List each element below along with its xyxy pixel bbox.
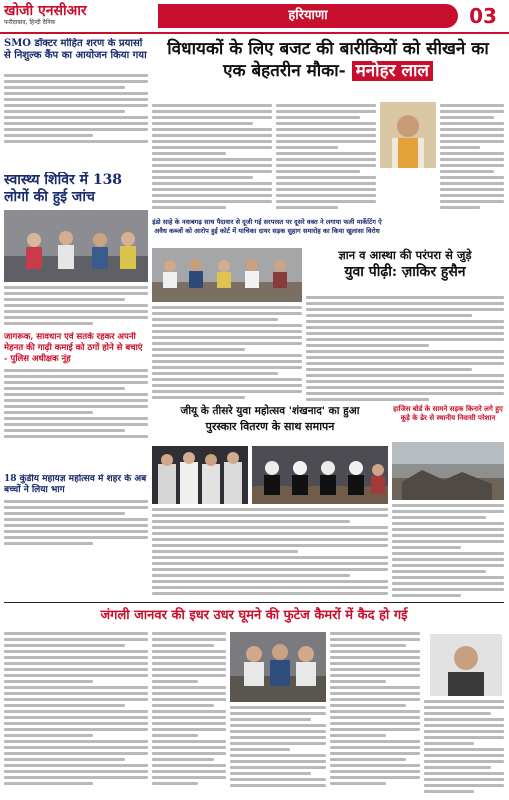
portrait-photo-graphic [430, 634, 502, 696]
section-banner [158, 4, 458, 28]
shankhnaad-headline-line1: जीयू के तीसरे युवा महोत्सव 'शंखनाद' का हुआ [180, 405, 360, 417]
masthead [0, 0, 509, 34]
wild-photo-graphic [230, 632, 326, 702]
story-smo-headline: SMO डॉक्टर मोहित शरण के प्रयासों से निशुल्क कैंप का आयोजन किया गया [4, 38, 147, 61]
masthead-brand [4, 3, 154, 27]
holding-photo [392, 442, 504, 500]
story-smo-body [4, 74, 148, 143]
story-eighteen [4, 474, 148, 570]
holding-photo-graphic [392, 442, 504, 500]
story-wild-col2-body [152, 632, 226, 785]
story-budget-col1 [152, 104, 272, 216]
paper-name: खोजी एनसीआर [4, 3, 87, 19]
budget-headline [152, 38, 504, 98]
story-smo-byline [4, 64, 148, 71]
story-wild-col4-body [330, 632, 420, 785]
shankhnaad-headline-line2: पुरस्कार वितरण के साथ समापन [205, 420, 335, 433]
bottom-divider [4, 602, 504, 603]
story-wild-col5-body [424, 700, 504, 793]
cm-photo [380, 102, 436, 168]
budget-headline-lead: एक बेहतरीन मौका- [223, 61, 346, 81]
budget-headline-line1: विधायकों के लिए बजट की बारीकियों को सीखने का [167, 39, 489, 59]
health-camp-photo [4, 210, 148, 282]
meeting-photo-graphic [152, 248, 302, 302]
shankhnaad-photo-right [252, 446, 388, 504]
story-eighteen-headline: 18 कुंडीय महायज्ञ महोत्सव में शहर के अब बच्चों ने लिया भाग [4, 474, 147, 495]
story-shankhnaad-body [152, 508, 388, 600]
story-budget-continued-body [152, 306, 302, 399]
story-zakir-body [306, 296, 504, 406]
portrait-photo [430, 634, 502, 696]
story-budget-col3 [440, 104, 504, 216]
story-budget-col3-body [440, 104, 504, 209]
health-camp-photo-graphic [4, 210, 148, 282]
section-title: हरियाणा [288, 8, 328, 23]
story-wild-col5 [424, 700, 504, 796]
story-budget-col2-body [276, 104, 376, 209]
shankhnaad-headline [152, 404, 388, 444]
story-shankhnaad-lines [152, 508, 388, 595]
shankhnaad-photo-left [152, 446, 248, 504]
wild-headline: जंगली जानवर की इधर उधर घूमने की फुटेज कैमरों में कैद हो गई [100, 608, 408, 623]
wild-photo [230, 632, 326, 702]
story-health-camp [4, 172, 148, 330]
paper-subtitle: फरीदाबाद, हिन्दी दैनिक [4, 19, 56, 26]
story-awareness-body [4, 369, 148, 438]
cm-photo-graphic [380, 102, 436, 168]
story-wild-col2 [152, 632, 226, 796]
zakir-headline-line2: युवा पीढ़ी: ज़ाकिर हुसैन [344, 264, 466, 280]
story-health-camp-body [4, 286, 148, 328]
story-wild-col1 [4, 632, 148, 796]
story-holding-body [392, 504, 504, 600]
meeting-photo [152, 248, 302, 302]
story-awareness [4, 332, 148, 472]
story-smo [4, 38, 148, 170]
story-wild-col4 [330, 632, 420, 796]
story-budget-col2 [276, 104, 376, 216]
story-budget-continued [152, 306, 302, 402]
story-eighteen-body [4, 500, 148, 545]
story-budget-col1-body [152, 104, 272, 209]
story-health-camp-headline: स्वास्थ्य शिविर में 138 लोगों की हुई जांच [4, 172, 123, 205]
holding-headline: हाजिस बोर्ड के सामने सड़क किनारे लगे हुए कूड़े के ढेर से स्थानीय निवासी परेशान [393, 404, 503, 422]
zakir-headline-line1: ज्ञान व आस्था की परंपरा से जुड़े [338, 248, 472, 262]
budget-headline-name: मनोहर लाल [352, 61, 433, 81]
budget-headline-line2 [152, 60, 504, 82]
story-wild-col3 [230, 706, 326, 796]
zakir-headline [306, 248, 504, 292]
story-wild-col3-body [230, 706, 326, 787]
story-zakir-lines [306, 296, 504, 401]
shankhnaad-photo-left-graphic [152, 446, 248, 504]
story-holding-lines [392, 504, 504, 597]
story-wild-col1-body [4, 632, 148, 785]
shankhnaad-photo-right-graphic [252, 446, 388, 504]
budget-deck: इंडो साहे के नवाबगढ़ साथ पैदावार से दूजी गई सरपरस्त पर दूसरे वक्त ने लगाया फली मार्केटिंग ऐ अवैध कब्जों को आरोप हुई कोर्ट में याचिका दायर सड़क सुहाग समारोह का किया खुलासा विरोध [152, 218, 382, 235]
page-number: 03 [469, 4, 497, 28]
story-awareness-headline: जागरूक, सावधान एवं सतर्क रहकर अपनी मेहनत की गाढ़ी कमाई को ठगों होने से बचाएं - पुलिस अधीक्षक नूंह [4, 332, 143, 364]
